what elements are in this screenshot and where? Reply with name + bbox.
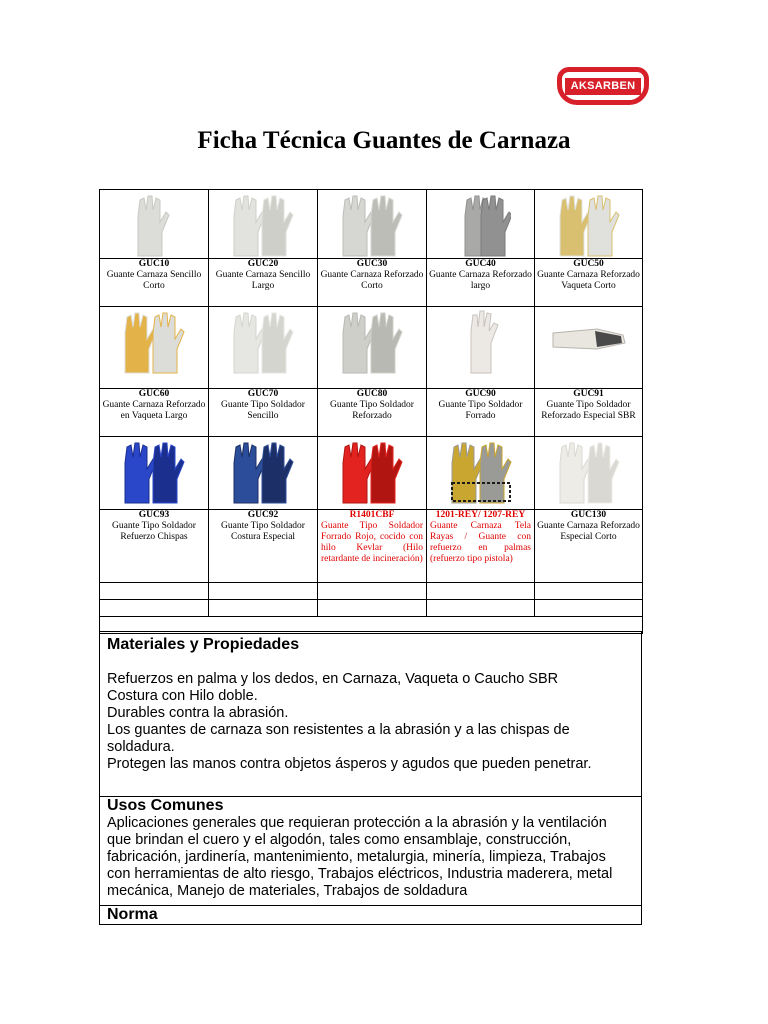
blank-cell bbox=[427, 583, 535, 600]
glove-code: GUC91 bbox=[573, 389, 604, 399]
glove-description-cell bbox=[427, 259, 535, 307]
glove-image-cell bbox=[318, 190, 427, 259]
blank-row bbox=[100, 583, 643, 600]
text-line: Costura con Hilo doble. bbox=[107, 688, 258, 704]
glove-image-cell bbox=[209, 437, 318, 510]
glove-description: Guante Carnaza Sencillo Corto bbox=[106, 270, 202, 291]
glove-code: GUC40 bbox=[465, 259, 496, 269]
glove-description: Guante Tipo Soldador Refuerzo Chispas bbox=[112, 521, 196, 542]
glove-description-cell bbox=[209, 389, 318, 437]
text-line: fabricación, jardinería, mantenimiento, metalurgia, minería, limpieza, Trabajos bbox=[107, 849, 606, 865]
glove-code: GUC92 bbox=[247, 510, 279, 520]
glove-description-cell bbox=[100, 259, 209, 307]
glove-image-cell bbox=[318, 307, 427, 389]
glove-description-cell bbox=[535, 259, 643, 307]
glove-description: Guante Carnaza Reforzado Corto bbox=[320, 270, 424, 291]
glove-image-cell bbox=[427, 190, 535, 259]
glove-description: Guante Carnaza Reforzado largo bbox=[429, 270, 532, 291]
blank-cell bbox=[535, 583, 643, 600]
materiales-text bbox=[107, 671, 634, 773]
glove-code: GUC10 bbox=[138, 259, 170, 269]
blank-row bbox=[100, 600, 643, 617]
materiales-heading: Materiales y Propiedades bbox=[107, 636, 300, 653]
blank-cell bbox=[209, 583, 318, 600]
glove-code: GUC130 bbox=[570, 510, 607, 520]
glove-image-cell bbox=[318, 437, 427, 510]
glove-description: Guante Carnaza Reforzado Especial Corto bbox=[537, 521, 640, 542]
glove-description-cell bbox=[209, 259, 318, 307]
glove-description: Guante Carnaza Sencillo Largo bbox=[215, 270, 311, 291]
glove-image-cell bbox=[427, 307, 535, 389]
glove-description-cell bbox=[427, 510, 535, 583]
gloves-table bbox=[99, 189, 643, 634]
blank-cell bbox=[427, 600, 535, 617]
glove-image-cell bbox=[100, 190, 209, 259]
text-line: que brindan el cuero y el algodón, tales como ensamblaje, construcción, bbox=[107, 832, 572, 848]
norma-section bbox=[99, 905, 642, 925]
text-line: Durables contra la abrasión. bbox=[107, 705, 289, 721]
blank-cell bbox=[318, 583, 427, 600]
blank-cell bbox=[535, 600, 643, 617]
blank-cell bbox=[100, 583, 209, 600]
text-line: Refuerzos en palma y los dedos, en Carnaza, Vaqueta o Caucho SBR bbox=[107, 671, 559, 687]
usos-text bbox=[107, 815, 634, 900]
norma-heading: Norma bbox=[107, 906, 158, 923]
glove-code: GUC93 bbox=[138, 510, 170, 520]
glove-code: GUC50 bbox=[573, 259, 604, 269]
glove-description-cell bbox=[100, 510, 209, 583]
glove-image-cell bbox=[100, 437, 209, 510]
glove-description: Guante Tipo Soldador Forrado Rojo, cocido con hilo Kevlar (Hilo retardante de incineración) bbox=[321, 521, 423, 564]
glove-code: GUC30 bbox=[356, 259, 388, 269]
glove-description: Guante Tipo Soldador Costura Especial bbox=[221, 521, 305, 542]
text-line: Los guantes de carnaza son resistentes a la abrasión y a las chispas de bbox=[107, 722, 570, 738]
text-line: con herramientas de alto riesgo, Trabajos eléctricos, Industria maderera, metal bbox=[107, 866, 613, 882]
glove-description-cell bbox=[535, 510, 643, 583]
glove-description-cell bbox=[100, 389, 209, 437]
glove-description: Guante Tipo Soldador Sencillo bbox=[221, 400, 305, 421]
blank-cell bbox=[100, 600, 209, 617]
glove-description-cell bbox=[318, 389, 427, 437]
text-line: mecánica, Manejo de materiales, Trabajos de soldadura bbox=[107, 883, 468, 899]
glove-description-cell bbox=[318, 510, 427, 583]
glove-description-cell bbox=[427, 389, 535, 437]
text-line: Aplicaciones generales que requieran protección a la abrasión y la ventilación bbox=[107, 815, 607, 831]
logo-text: AKSARBEN bbox=[565, 78, 641, 95]
glove-description: Guante Carnaza Reforzado en Vaqueta Largo bbox=[102, 400, 206, 421]
page-title: Ficha Técnica Guantes de Carnaza bbox=[197, 127, 571, 154]
glove-image-cell bbox=[535, 307, 643, 389]
glove-image-cell bbox=[100, 307, 209, 389]
blank-cell bbox=[209, 600, 318, 617]
glove-code: 1201-REY/ 1207-REY bbox=[435, 510, 526, 520]
materiales-section bbox=[99, 631, 642, 797]
glove-code: R1401CBF bbox=[349, 510, 395, 520]
glove-description: Guante Carnaza Reforzado Vaqueta Corto bbox=[537, 270, 640, 291]
glove-image-cell bbox=[427, 437, 535, 510]
usos-heading: Usos Comunes bbox=[107, 797, 224, 814]
text-line: Protegen las manos contra objetos ásperos y agudos que pueden penetrar. bbox=[107, 756, 592, 772]
glove-description-cell bbox=[209, 510, 318, 583]
glove-description: Guante Tipo Soldador Reforzado bbox=[330, 400, 414, 421]
blank-cell bbox=[318, 600, 427, 617]
glove-image-cell bbox=[209, 190, 318, 259]
glove-code: GUC70 bbox=[247, 389, 279, 399]
glove-code: GUC60 bbox=[138, 389, 170, 399]
glove-code: GUC20 bbox=[247, 259, 279, 269]
glove-image-cell bbox=[535, 190, 643, 259]
glove-description-cell bbox=[535, 389, 643, 437]
glove-description: Guante Carnaza Tela Rayas / Guante con refuerzo en palmas (refuerzo tipo pistola) bbox=[430, 521, 531, 564]
glove-image-cell bbox=[535, 437, 643, 510]
glove-description: Guante Tipo Soldador Reforzado Especial SBR bbox=[541, 400, 636, 421]
glove-description-cell bbox=[318, 259, 427, 307]
glove-code: GUC90 bbox=[465, 389, 496, 399]
aksarben-logo bbox=[557, 67, 649, 105]
glove-description: Guante Tipo Soldador Forrado bbox=[438, 400, 523, 421]
text-line: soldadura. bbox=[107, 739, 175, 755]
usos-section bbox=[99, 796, 642, 906]
glove-code: GUC80 bbox=[356, 389, 388, 399]
glove-image-cell bbox=[209, 307, 318, 389]
